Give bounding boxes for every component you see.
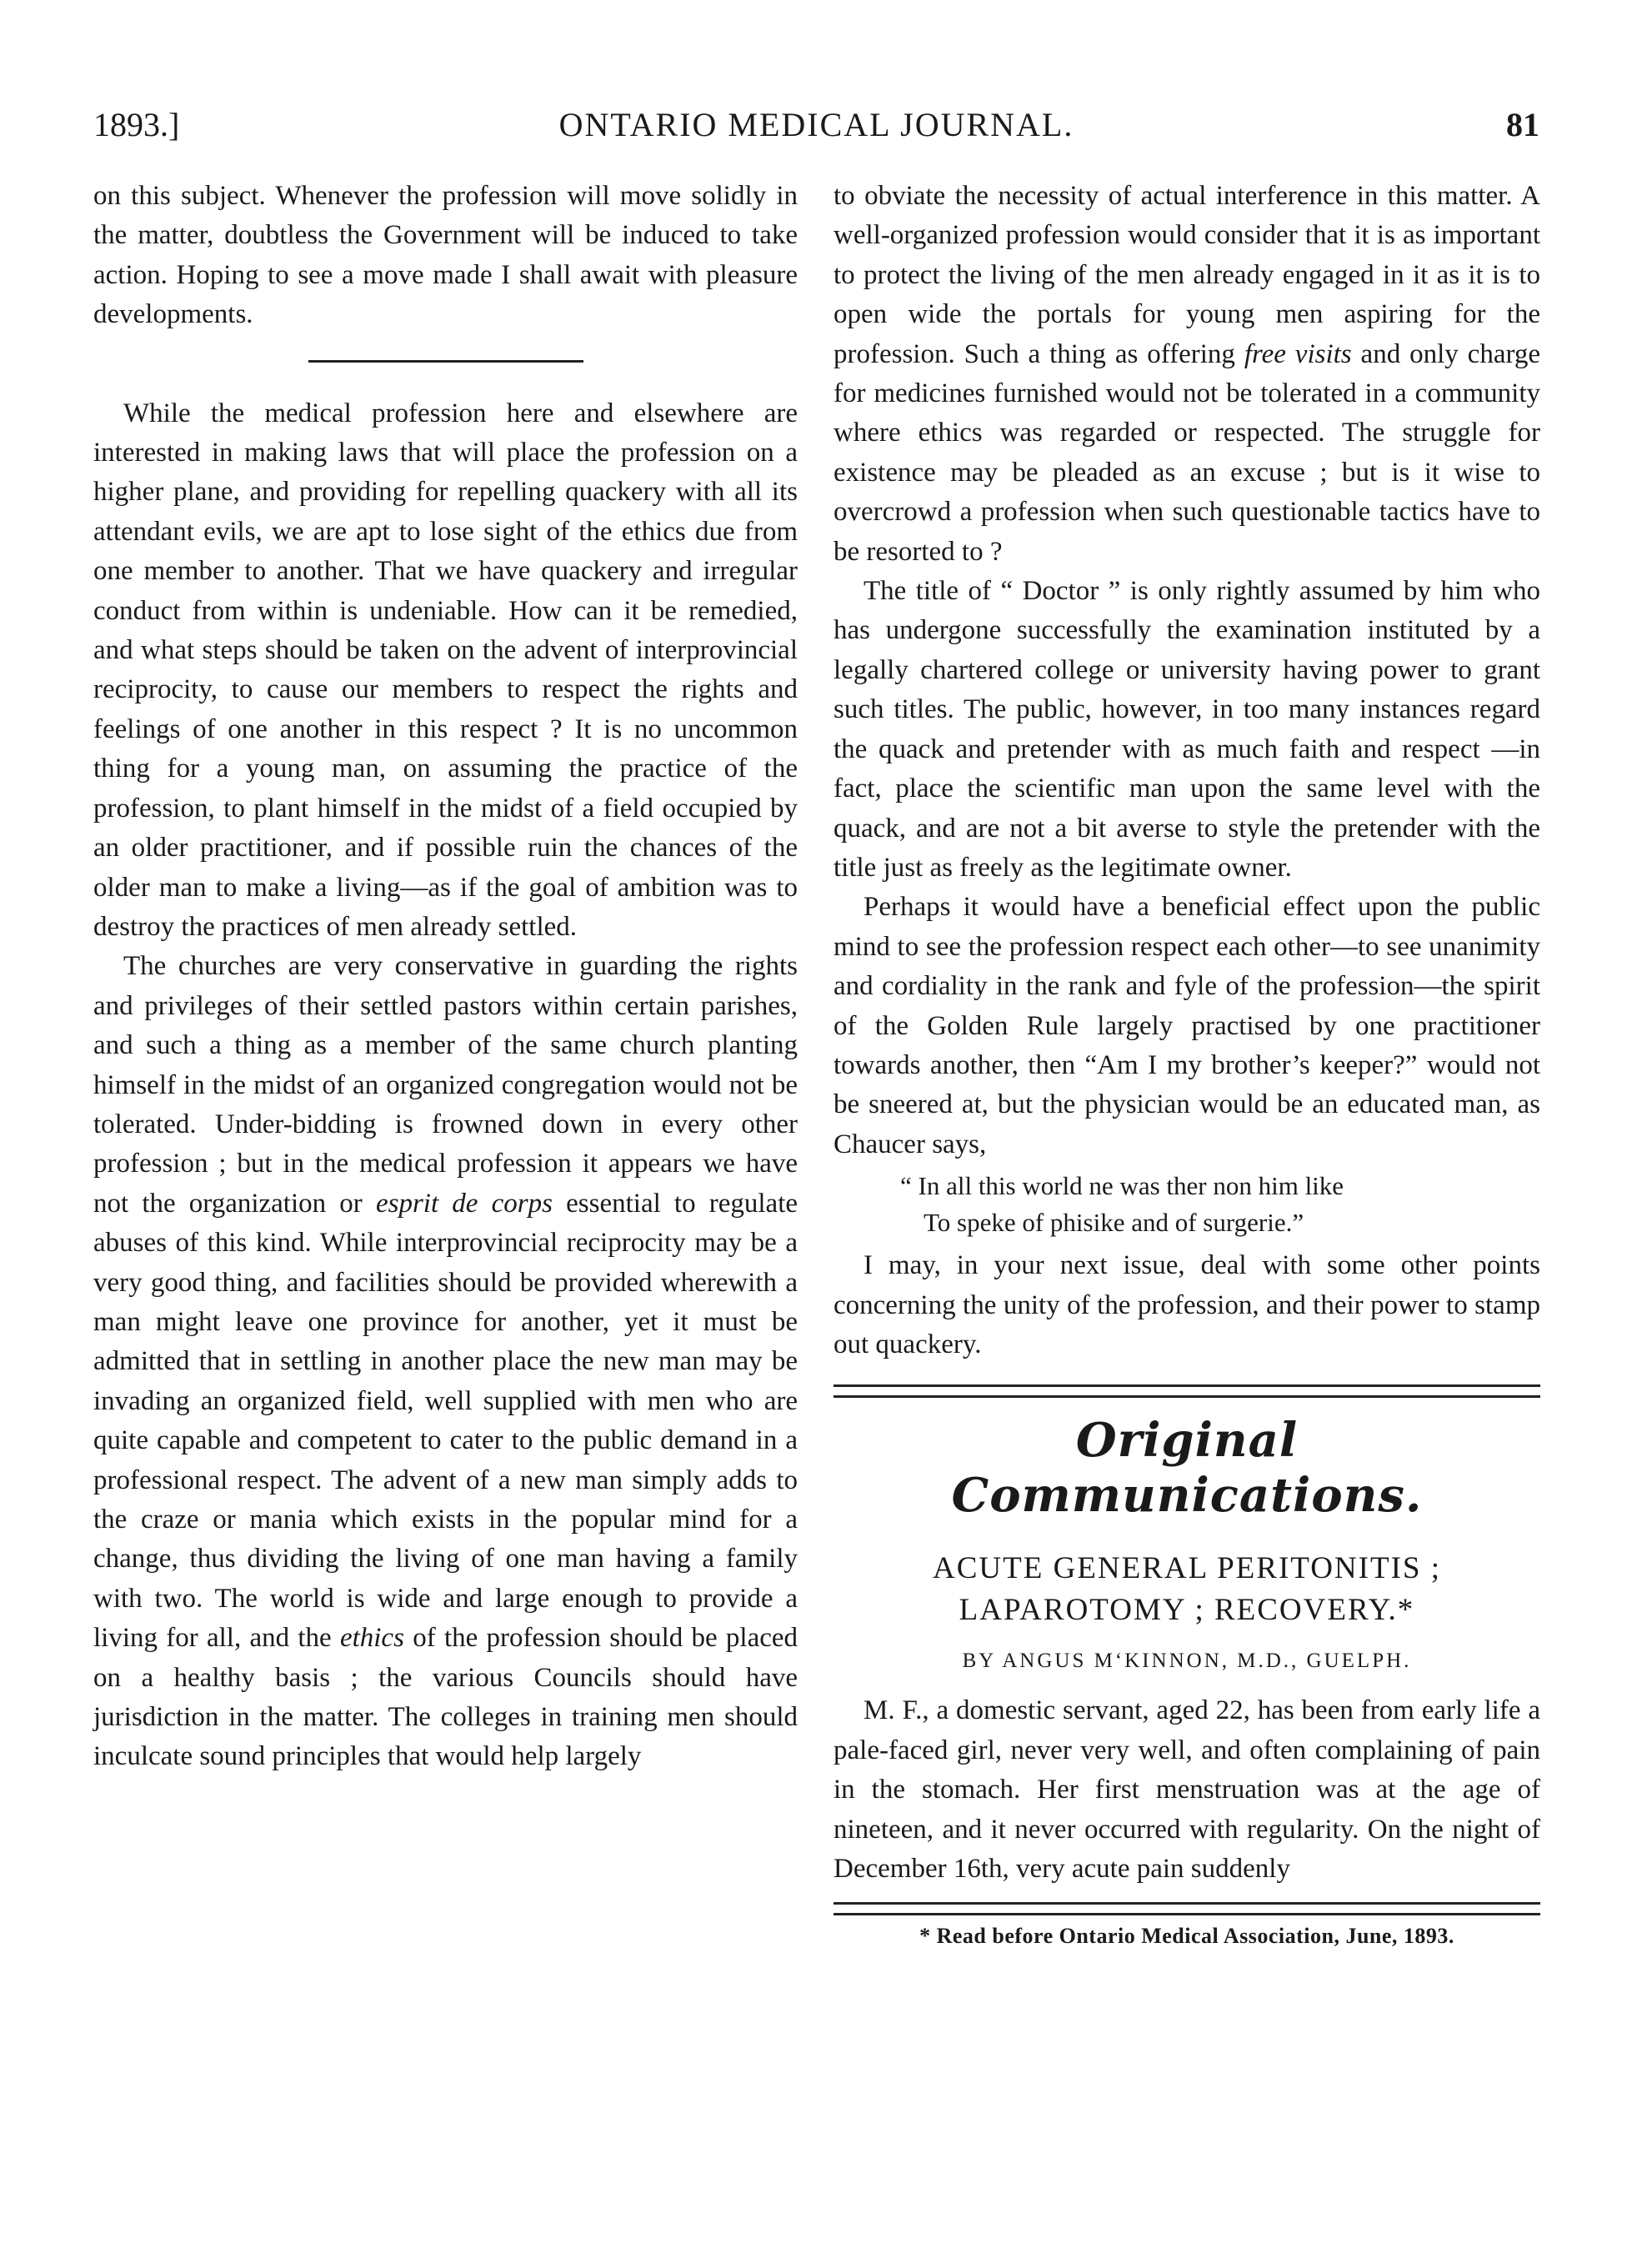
left-paragraph-1: on this subject. Whenever the profession will move solidly in the matter, doubtless the Government will be induced to take action. Hoping to see a move made I shall await with pleasure developments. xyxy=(93,181,798,330)
section-double-rule xyxy=(834,1384,1540,1398)
right-paragraph-1 xyxy=(834,177,1540,572)
right-paragraph-1-part-b: and only charge for medicines furnished would not be tolerated in a community where ethics was regarded or respected. The struggle for existence may be pleaded as an excuse ; but is it wise to overcrowd a profession when such questionable tactics have to be resorted to ? xyxy=(834,338,1541,567)
footnote: * Read before Ontario Medical Association, June, 1893. xyxy=(919,1924,1454,1949)
section-divider-rule xyxy=(308,360,583,363)
article-byline: BY ANGUS M‘KINNON, M.D., GUELPH. xyxy=(962,1650,1412,1673)
left-column xyxy=(93,177,798,1777)
left-paragraph-3-part-c: of the profession should be placed on a healthy basis ; the various Councils should have jurisdiction in the matter. The colleges in training men should inculcate sound principles that would help largely xyxy=(93,1623,798,1772)
emphasis-ethics: ethics xyxy=(339,1623,404,1654)
left-paragraph-3 xyxy=(93,947,798,1777)
emphasis-free-visits: free visits xyxy=(1244,338,1352,369)
page-number: 81 xyxy=(1506,106,1539,143)
article-paragraph-1: M. F., a domestic servant, aged 22, has been from early life a pale-faced girl, never very well, and often complaining of pain in the stomach. Her first menstruation was at the age of nineteen, and it never occurred with regularity. On the night of December 16th, very acute pain suddenly xyxy=(834,1695,1540,1884)
section-heading: Original Communications. xyxy=(951,1413,1423,1524)
running-head xyxy=(93,105,1539,155)
running-head-year: 1893.] xyxy=(93,106,180,143)
left-paragraph-3-part-a: The churches are very conservative in guarding the rights and privileges of their settled pastors within certain parishes, and such a thing as a member of the same church planting himself in the midst of an organized congregation would not be tolerated. Under-bidding is frowned down in every other profession ; but in the medical profession it appears we have not the organization or xyxy=(93,951,798,1219)
quote-line-2: To speke of phisike and of surgerie.” xyxy=(924,1208,1304,1238)
running-head-title: ONTARIO MEDICAL JOURNAL. xyxy=(558,106,1074,143)
right-column xyxy=(834,177,1540,1949)
left-paragraph-2: While the medical profession here and elsewhere are interested in making laws that will place the profession on a higher plane, and providing for repelling quackery with all its attendant evils, we are apt to lose sight of the ethics due from one member to another. That we have quackery and irregular conduct from within is undeniable. How can it be remedied, and what steps should be taken on the advent of interprovincial reciprocity, to cause our members to respect the rights and feelings of one another in this respect ? It is no uncommon thing for a young man, on assuming the practice of the profession, to plant himself in the midst of a field occupied by an older practitioner, and if possible ruin the chances of the older man to make a living—as if the goal of ambition was to destroy the practices of men already settled. xyxy=(93,398,798,942)
emphasis-esprit-de-corps: esprit de corps xyxy=(375,1188,553,1219)
right-paragraph-3: Perhaps it would have a beneficial effect upon the public mind to see the profession respect each other—to see unanimity and cordiality in the rank and fyle of the profession—the spirit of the Golden Rule largely practised by one practitioner towards another, then “Am I my brother’s keeper?” would not be sneered at, but the physician would be an educated man, as Chaucer says, xyxy=(834,892,1540,1159)
right-paragraph-4: I may, in your next issue, deal with some other points concerning the unity of the profession, and their power to stamp out quackery. xyxy=(834,1250,1540,1359)
right-paragraph-2: The title of “ Doctor ” is only rightly assumed by him who has undergone successfully the examination instituted by a legally chartered college or university having power to grant such titles. The public, however, in too many instances regard the quack and pretender with as much faith and respect —in fact, place the scientific man upon the same level with the quack, and are not a bit averse to style the pretender with the title just as freely as the legitimate owner. xyxy=(834,576,1540,883)
right-paragraph-1-part-a: to obviate the necessity of actual interference in this matter. A well-organized profession would consider that it is as important to protect the living of the men already engaged in it as it is to open wide the portals for young men aspiring for the profession. Such a thing as offering xyxy=(834,181,1540,369)
article-title: ACUTE GENERAL PERITONITIS ; LAPAROTOMY ; RECOVERY.* xyxy=(933,1551,1441,1628)
chaucer-quote xyxy=(834,1168,1540,1241)
footnote-rule xyxy=(834,1902,1540,1915)
left-paragraph-3-part-b: essential to regulate abuses of this kind. While interprovincial reciprocity may be a very good thing, and facilities should be provided wherewith a man might leave one province for another, yet it must be admitted that in settling in another place the new man may be invading an organized field, well supplied with men who are quite capable and competent to cater to the public demand in a professional respect. The advent of a new man simply adds to the craze or mania which exists in the popular mind for a change, thus dividing the living of one man having a family with two. The world is wide and large enough to provide a living for all, and the xyxy=(93,1188,798,1654)
quote-line-1: “ In all this world ne was ther non him like xyxy=(900,1171,1344,1201)
